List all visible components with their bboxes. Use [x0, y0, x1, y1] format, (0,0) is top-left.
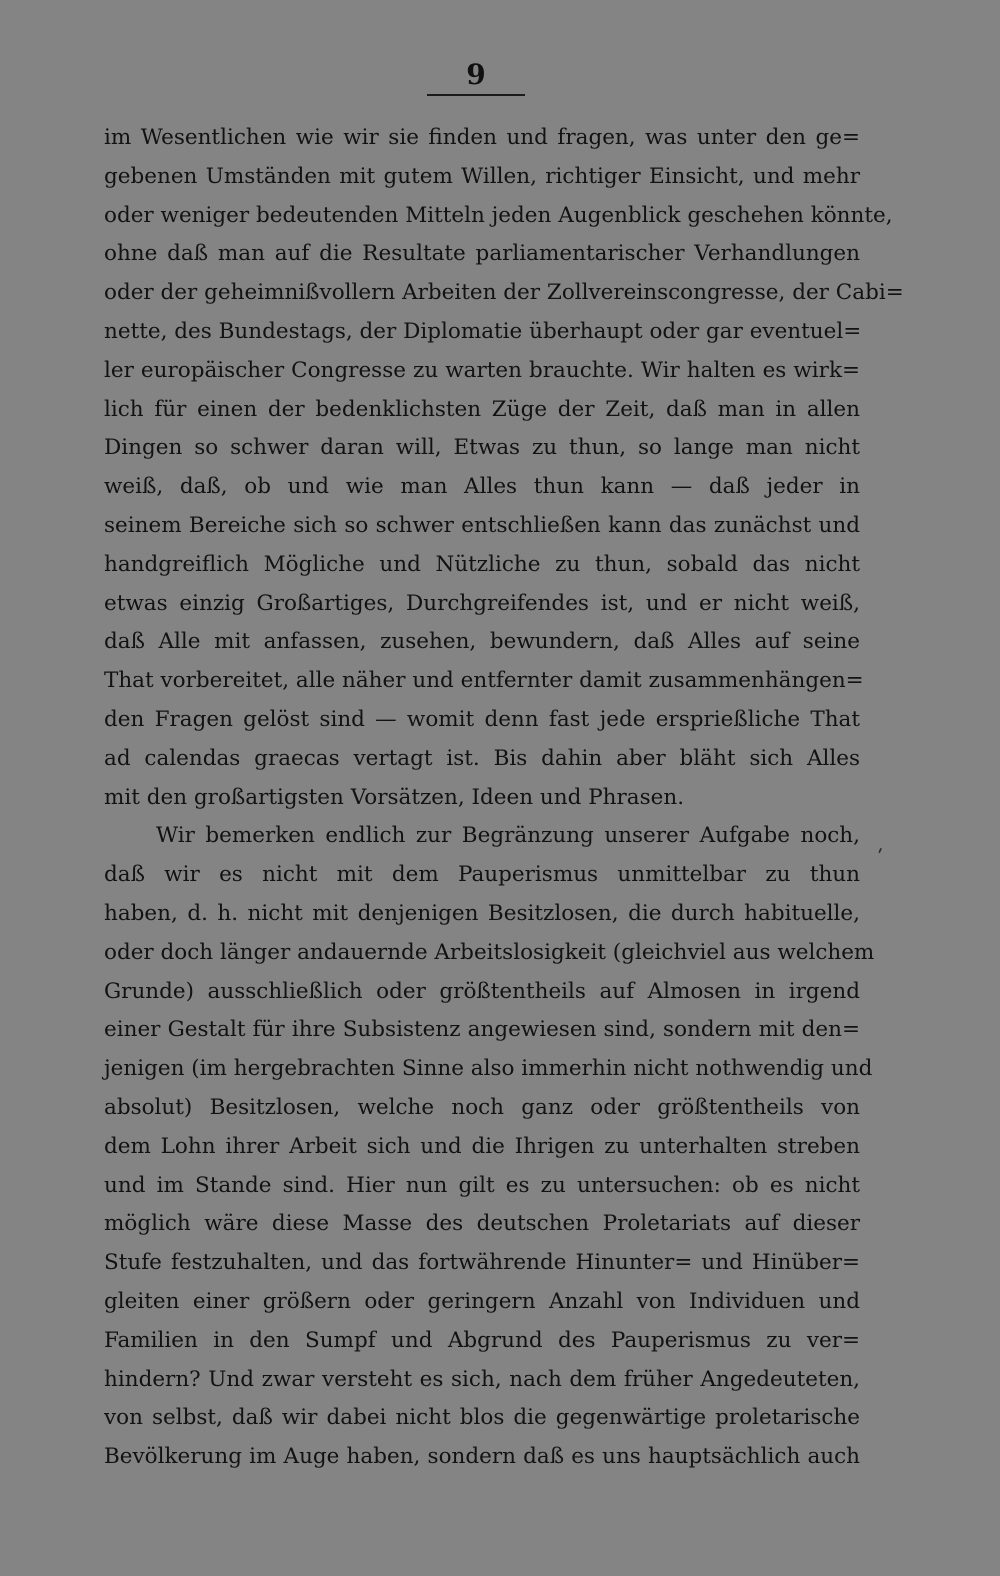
- text-line: den Fragen gelöst sind — womit denn fast jede ersprießliche That: [104, 706, 860, 732]
- text-line: Stufe festzuhalten, und das fortwährende Hinunter= und Hinüber=: [104, 1250, 860, 1276]
- text-line: ohne daß man auf die Resultate parliamentarischer Verhandlungen: [104, 241, 860, 267]
- body-text: [104, 119, 904, 1477]
- text-line: von selbst, daß wir dabei nicht blos die gegenwärtige proletarische: [104, 1405, 860, 1431]
- text-line: und im Stande sind. Hier nun gilt es zu untersuchen: ob es nicht: [104, 1172, 860, 1198]
- page-number-rule: [427, 94, 525, 96]
- paragraph-end-line: mit den großartigsten Vorsätzen, Ideen und Phrasen.: [104, 784, 685, 810]
- text-line: weiß, daß, ob und wie man Alles thun kann — daß jeder in: [104, 474, 860, 500]
- text-line: haben, d. h. nicht mit denjenigen Besitzlosen, die durch habituelle,: [104, 900, 860, 926]
- text-line: That vorbereitet, alle näher und entfernter damit zusammenhängen=: [104, 668, 864, 694]
- text-line: gleiten einer größern oder geringern Anzahl von Individuen und: [104, 1288, 860, 1314]
- page-number: 9: [466, 58, 486, 91]
- text-line: Familien in den Sumpf und Abgrund des Pauperismus zu ver=: [104, 1327, 860, 1353]
- text-line: im Wesentlichen wie wir sie finden und fragen, was unter den ge=: [104, 125, 860, 150]
- text-line: nette, des Bundestags, der Diplomatie überhaupt oder gar eventuel=: [104, 318, 862, 344]
- text-line: Dingen so schwer daran will, Etwas zu thun, so lange man nicht: [104, 435, 860, 461]
- margin-mark: ʹ: [873, 844, 885, 870]
- text-line: ler europäischer Congresse zu warten brauchte. Wir halten es wirk=: [104, 357, 860, 383]
- paragraph-start-line: Wir bemerken endlich zur Begränzung unserer Aufgabe noch,: [156, 823, 860, 849]
- text-line: einer Gestalt für ihre Subsistenz angewiesen sind, sondern mit den=: [104, 1017, 860, 1043]
- text-line: Bevölkerung im Auge haben, sondern daß es uns hauptsächlich auch: [104, 1444, 860, 1470]
- text-line: hindern? Und zwar versteht es sich, nach dem früher Angedeuteten,: [104, 1366, 860, 1392]
- text-line: absolut) Besitzlosen, welche noch ganz oder größtentheils von: [104, 1094, 860, 1120]
- text-line: gebenen Umständen mit gutem Willen, richtiger Einsicht, und mehr: [104, 163, 860, 189]
- text-line: handgreiflich Mögliche und Nützliche zu thun, sobald das nicht: [104, 551, 860, 577]
- text-line: jenigen (im hergebrachten Sinne also immerhin nicht nothwendig und: [104, 1056, 873, 1082]
- text-line: etwas einzig Großartiges, Durchgreifendes ist, und er nicht weiß,: [104, 590, 860, 616]
- text-line: oder doch länger andauernde Arbeitslosigkeit (gleichviel aus welchem: [104, 939, 875, 965]
- text-line: oder weniger bedeutenden Mitteln jeden Augenblick geschehen könnte,: [104, 202, 893, 228]
- text-line: oder der geheimnißvollern Arbeiten der Zollvereinscongresse, der Cabi=: [104, 280, 904, 306]
- text-line: seinem Bereiche sich so schwer entschließen kann das zunächst und: [104, 512, 860, 538]
- text-line: ad calendas graecas vertagt ist. Bis dahin aber bläht sich Alles: [104, 745, 860, 771]
- text-line: Grunde) ausschließlich oder größtentheils auf Almosen in irgend: [104, 978, 860, 1004]
- text-line: möglich wäre diese Masse des deutschen Proletariats auf dieser: [104, 1211, 860, 1237]
- text-line: lich für einen der bedenklichsten Züge der Zeit, daß man in allen: [104, 396, 860, 422]
- text-line: dem Lohn ihrer Arbeit sich und die Ihrigen zu unterhalten streben: [104, 1133, 860, 1159]
- text-line: daß wir es nicht mit dem Pauperismus unmittelbar zu thun: [104, 862, 860, 888]
- text-line: daß Alle mit anfassen, zusehen, bewundern, daß Alles auf seine: [104, 629, 860, 655]
